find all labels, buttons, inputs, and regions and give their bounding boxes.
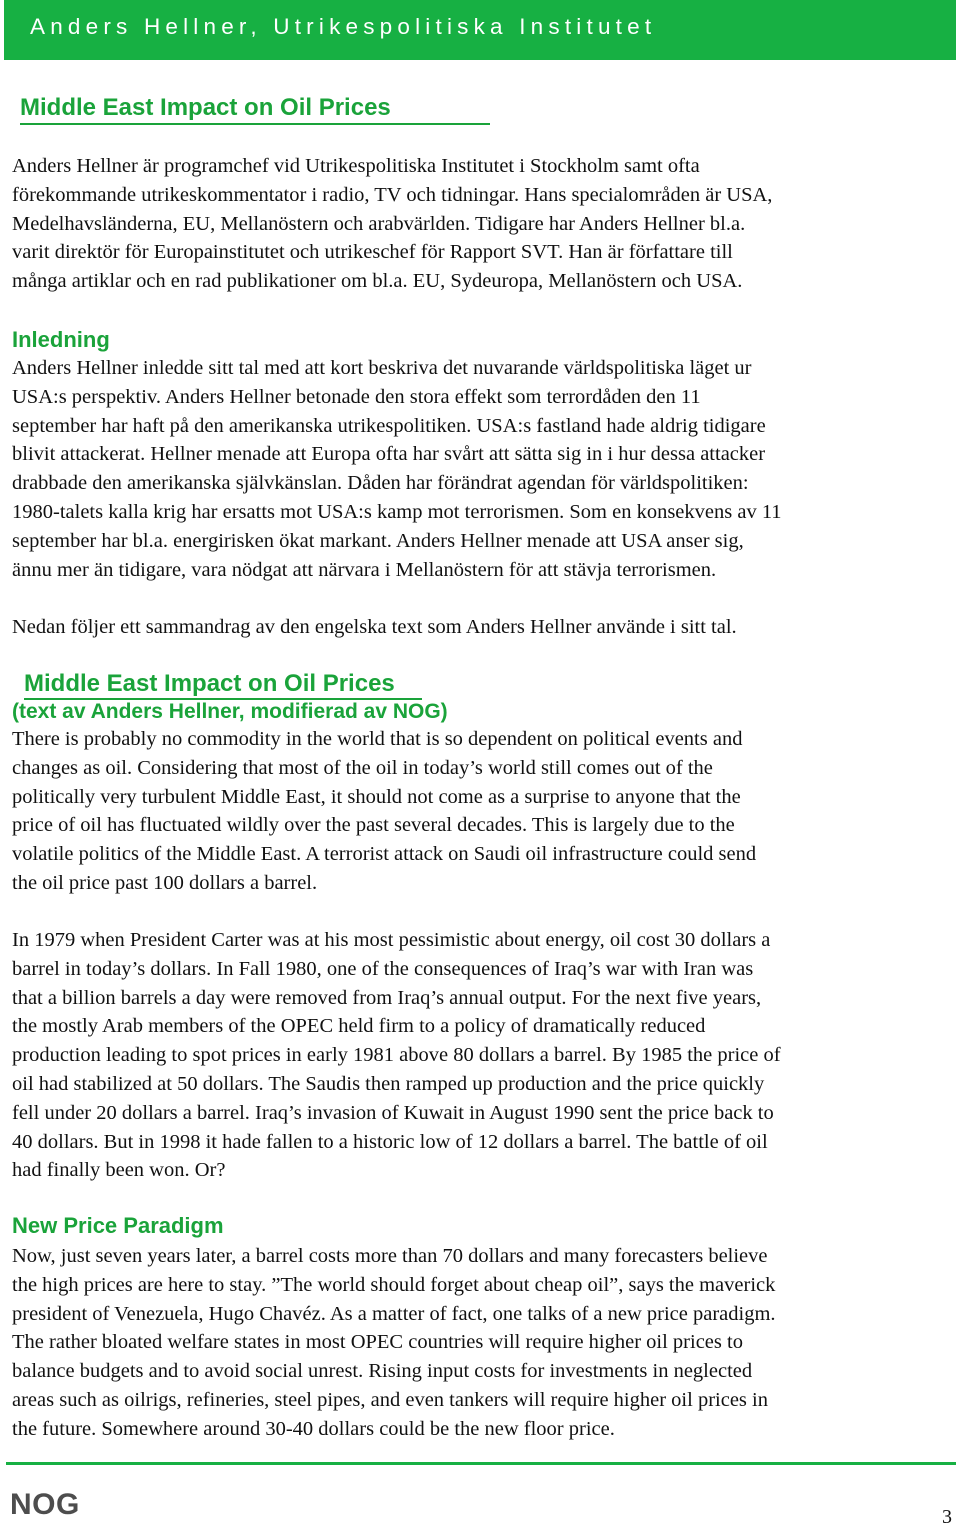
paragraph-line: 40 dollars. But in 1998 it hade fallen to a historic low of 12 dollars a barrel. The battle of oil	[12, 1130, 768, 1153]
paragraph-line: Anders Hellner är programchef vid Utrikespolitiska Institutet i Stockholm samt ofta	[12, 155, 700, 177]
paragraph-line: ännu mer än tidigare, vara nödgat att närvara i Mellanöstern för att stävja terrorismen.	[12, 558, 717, 581]
paragraph-line: volatile politics of the Middle East. A terrorist attack on Saudi oil infrastructure could send	[12, 843, 757, 866]
paragraph-line: Now, just seven years later, a barrel costs more than 70 dollars and many forecasters believe	[12, 1245, 768, 1267]
english-title: Middle East Impact on Oil Prices	[24, 670, 395, 697]
paragraph-line: fell under 20 dollars a barrel. Iraq’s invasion of Kuwait in August 1990 sent the price back to	[12, 1101, 774, 1124]
article-title: Middle East Impact on Oil Prices	[20, 94, 391, 121]
intro-sentence: Nedan följer ett sammandrag av den engelska text som Anders Hellner använde i sitt tal.	[12, 616, 737, 638]
paragraph-line: många artiklar och en rad publikationer om bl.a. EU, Sydeuropa, Mellanöstern och USA.	[12, 270, 743, 293]
paragraph-line: that a billion barrels a day were removed from Iraq’s annual output. For the next five years,	[12, 986, 762, 1009]
paragraph-line: barrel in today’s dollars. In Fall 1980, one of the consequences of Iraq’s war with Iran was	[12, 957, 754, 980]
paragraph-line: balance budgets and to avoid social unrest. Rising input costs for investments in neglected	[12, 1360, 753, 1383]
paragraph-line: varit direktör för Europainstitutet och utrikeschef för Rapport SVT. Han är författare till	[12, 241, 733, 264]
paragraph-line: had finally been won. Or?	[12, 1159, 226, 1182]
paragraph-line: production leading to spot prices in early 1981 above 80 dollars a barrel. By 1985 the price of	[12, 1044, 781, 1067]
paragraph-line: USA:s perspektiv. Anders Hellner betonade den stora effekt som terrordåden den 11	[12, 385, 701, 408]
paragraph-line: areas such as oilrigs, refineries, steel pipes, and even tankers will require higher oil prices in	[12, 1388, 768, 1411]
paragraph-line: Anders Hellner inledde sitt tal med att kort beskriva det nuvarande världspolitiska läget ur	[12, 357, 752, 379]
nog-logo: NOG	[10, 1488, 80, 1521]
new-price-paragraph	[12, 1242, 776, 1444]
english-paragraph-2	[12, 926, 781, 1185]
paragraph-line: september har haft på den amerikanska utrikespolitiken. USA:s fastland hade aldrig tidigare	[12, 414, 766, 437]
english-paragraph-1	[12, 725, 756, 898]
paragraph-line: politically very turbulent Middle East, it should not come as a surprise to anyone that the	[12, 785, 741, 808]
paragraph-line: september har bl.a. energirisken ökat markant. Anders Hellner menade att USA anser sig,	[12, 529, 744, 552]
paragraph-line: drabbade den amerikanska självkänslan. Dåden har förändrat agendan för världspolitiken:	[12, 472, 749, 495]
paragraph-line: There is probably no commodity in the world that is so dependent on political events and	[12, 728, 743, 750]
paragraph-line: blivit attackerat. Hellner menade att Europa ofta har svårt att sätta sig in i hur dessa attacker	[12, 443, 766, 466]
paragraph-line: the high prices are here to stay. ”The world should forget about cheap oil”, says the maverick	[12, 1273, 776, 1296]
header-title: Anders Hellner, Utrikespolitiska Institutet	[30, 14, 657, 39]
paragraph-line: president of Venezuela, Hugo Chavéz. As a matter of fact, one talks of a new price paradigm.	[12, 1302, 776, 1325]
page-number: 3	[942, 1506, 952, 1528]
title-underline	[20, 123, 490, 125]
paragraph-line: the oil price past 100 dollars a barrel.	[12, 871, 318, 894]
paragraph-line: oil had stabilized at 50 dollars. The Saudis then ramped up production and the price quickly	[12, 1072, 765, 1095]
section-heading-inledning: Inledning	[12, 327, 110, 352]
paragraph-line: In 1979 when President Carter was at his most pessimistic about energy, oil cost 30 dollars a	[12, 929, 771, 951]
bio-paragraph	[12, 152, 772, 296]
paragraph-line: the future. Somewhere around 30-40 dollars could be the new floor price.	[12, 1417, 615, 1440]
paragraph-line: price of oil has fluctuated wildly over the past several decades. This is largely due to the	[12, 814, 735, 837]
footer-divider	[6, 1462, 956, 1465]
paragraph-line: 1980-talets kalla krig har ersatts mot USA:s kamp mot terrorismen. Som en konsekvens av 11	[12, 500, 782, 523]
section-heading-new-price-paradigm: New Price Paradigm	[12, 1213, 224, 1238]
paragraph-line: changes as oil. Considering that most of the oil in today’s world still comes out of the	[12, 756, 713, 779]
english-subtitle: (text av Anders Hellner, modifierad av NOG)	[12, 700, 448, 723]
paragraph-line: The rather bloated welfare states in most OPEC countries will require higher oil prices to	[12, 1331, 743, 1354]
inledning-paragraph	[12, 354, 782, 584]
paragraph-line: the mostly Arab members of the OPEC held firm to a policy of dramatically reduced	[12, 1015, 706, 1038]
paragraph-line: förekommande utrikeskommentator i radio, TV och tidningar. Hans specialområden är USA,	[12, 183, 773, 206]
paragraph-line: Medelhavsländerna, EU, Mellanöstern och arabvärlden. Tidigare har Anders Hellner bl.a.	[12, 212, 746, 235]
